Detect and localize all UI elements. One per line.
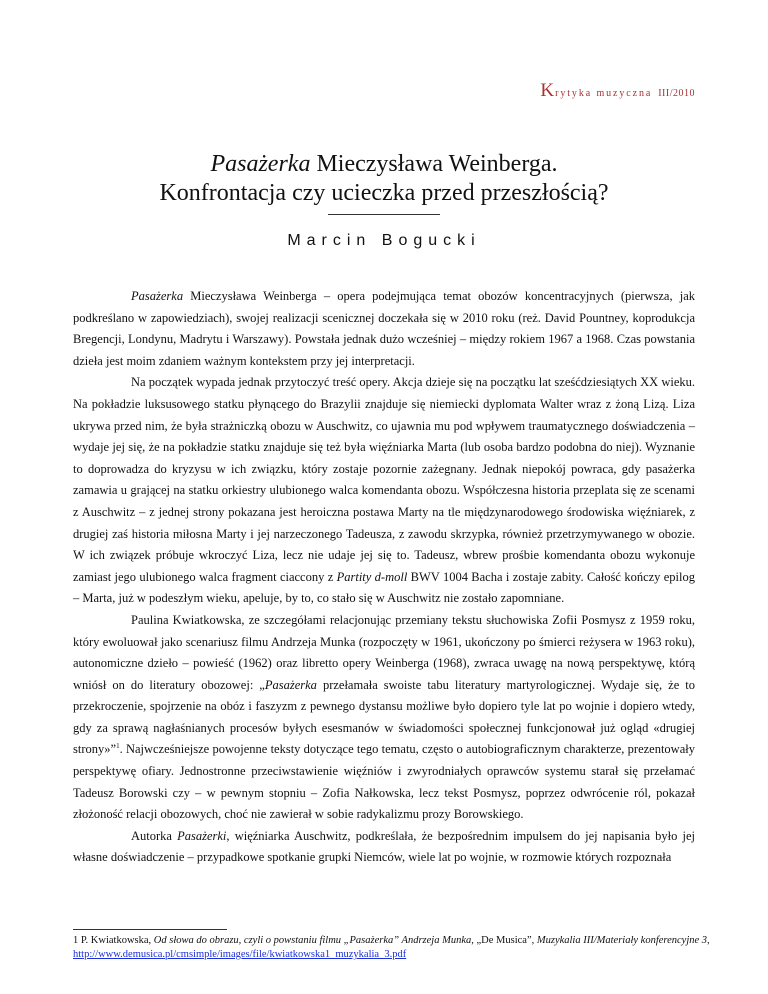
journal-name: rytyka muzyczna [555,88,653,99]
footnote: 1 P. Kwiatkowska, Od słowa do obrazu, czyli o powstaniu filmu „Pasażerka” Andrzeja Munka, „De Musica”, Muzykalia III/Materiały konferencyjne 3, http://www.demusica.pl/cmsimple/images/file/kwiatkowska1_muzykalia_3.pdf [73,935,710,960]
work-title: Pasażerka [131,289,184,303]
title-work: Pasażerka [210,151,311,177]
paragraph-2: Na początek wypada jednak przytoczyć treść opery. Akcja dzieje się na początku lat sześćdziesiątych XX wieku. Na pokładzie luksusowego statku płynącego do Brazylii znajduje się niemiecki dyplomata Walter wraz z żoną Lizą. Liza ukrywa przed nim, że była strażniczką obozu w Auschwitz, co ujawnia mu pod wpływem traumatycznego doświadczenia – wydaje jej się, że na pokładzie statku znajduje się też była więźniarka Marta (lub osoba bardzo podobna do niej). Wyznanie to doprowadza do kryzysu w ich związku, który zostaje pozornie zażegnany. Jednak niepokój powraca, gdy pasażerka zamawia u grającej na statku orkiestry ulubionego walca komendanta obozu. Współczesna historia przeplata się ze scenami z Auschwitz – z jednej strony pokazana jest heroiczna postawa Marty na tle międzynarodowego środowiska więźniarek, z drugiej zaś historia miłosna Marty i jej narzeczonego Tadeusza, z zawodu skrzypka, również przetrzymywanego w obozie. W ich związek próbuje wkroczyć Liza, lecz nie udaje jej się to. Tadeusz, wbrew prośbie komendanta obozu wykonuje zamiast jego ulubionego walca fragment ciaccony z Partity d-moll BWV 1004 Bacha i zostaje zabity. Całość kończy epilog – Marta, już w podeszłym wieku, apeluje, by to, co stało się w Auschwitz nie zostało zapomniane. [73,375,696,606]
work-title: Pasażerka [264,677,317,692]
footnote-series: Muzykalia III/Materiały konferencyjne 3 [536,935,708,946]
footnote-title: Od słowa do obrazu, czyli o powstaniu filmu „Pasażerka” Andrzeja Munka [153,935,472,946]
footnote-reference[interactable]: 1 [116,742,120,751]
author-name: Marcin Bogucki [287,232,481,249]
paragraph-3: Paulina Kwiatkowska, ze szczegółami relacjonując przemiany tekstu słuchowiska Zofii Posmysz z 1959 roku, który ewoluował jako scenariusz filmu Andrzeja Munka (rozpoczęty w 1961, ukończony po śmierci reżysera w 1963 roku), autonomiczne dzieło – powieść (1962) oraz libretto opery Weinberga (1968), zwraca uwagę na nową perspektywę, którą wniósł on do literatury obozowej: „Pasażerka przełamała swoiste tabu literatury martyrologicznej. Wydaje się, że to przekroczenie, spojrzenie na obóz i faszyzm z pewnego dystansu możliwe było dopiero tyle lat po wojnie i dopiero wtedy, gdy za sprawą nagłaśnianych procesów byłych esesmanów w świadomości społecznej funkcjonował już ogląd «drugiej strony»”$^1$. Najwcześniejsze powojenne teksty dotyczące tego tematu, często o autobiograficznym charakterze, prezentowały perspektywę ofiary. Jednostronne przeciwstawienie więźniów i zwyrodniałych oprawców systemu starał się przełamać Tadeusz Borowski czy – w pewnym stopniu – Zofia Nałkowska, lecz tekst Posmysz, poprzez odwrócenie ról, pokazał złożoność relacji obozowych, choć nie zawierał w sobie radykalizmu prozy Borowskiego. [73,612,695,822]
issue-number: III/2010 [658,88,695,99]
title-line-1: Pasażerka Mieczysława Weinberga. [210,151,558,177]
title-line-2: Konfrontacja czy ucieczka przed przeszłością? [159,180,609,206]
paragraph-1: Pasażerka Mieczysława Weinberga – opera podejmująca temat obozów koncentracyjnych (pierwsza, jak podkreślano w zapowiedziach), swojej realizacji scenicznej doczekała się w 2010 roku (reż. David Pountney, koprodukcja Bregencji, Londynu, Madrytu i Warszawy). Powstała jednak dużo wcześniej – między rokiem 1967 a 1968. Czas powstania dzieła jest moim zdaniem ważnym kontekstem przy jej interpretacji. [73,289,695,368]
footnote-divider [73,929,227,930]
title-divider [328,214,440,215]
footnote-link[interactable]: http://www.demusica.pl/cmsimple/images/file/kwiatkowska1_muzykalia_3.pdf [73,949,407,960]
work-title: Partity d-moll [336,569,408,584]
footnote-number: 1 [73,935,79,946]
running-header [540,80,695,102]
journal-initial: K [540,80,556,101]
article-title [0,150,768,208]
work-title: Pasażerki [177,828,227,843]
article-body [73,286,695,869]
paragraph-4: Autorka Pasażerki, więźniarka Auschwitz, podkreślała, że bezpośrednim impulsem do jej napisania było jej własne doświadczenie – przypadkowe spotkanie grupki Niemców, wiele lat po wojnie, w rozmowie których rozpoznała [73,828,695,865]
